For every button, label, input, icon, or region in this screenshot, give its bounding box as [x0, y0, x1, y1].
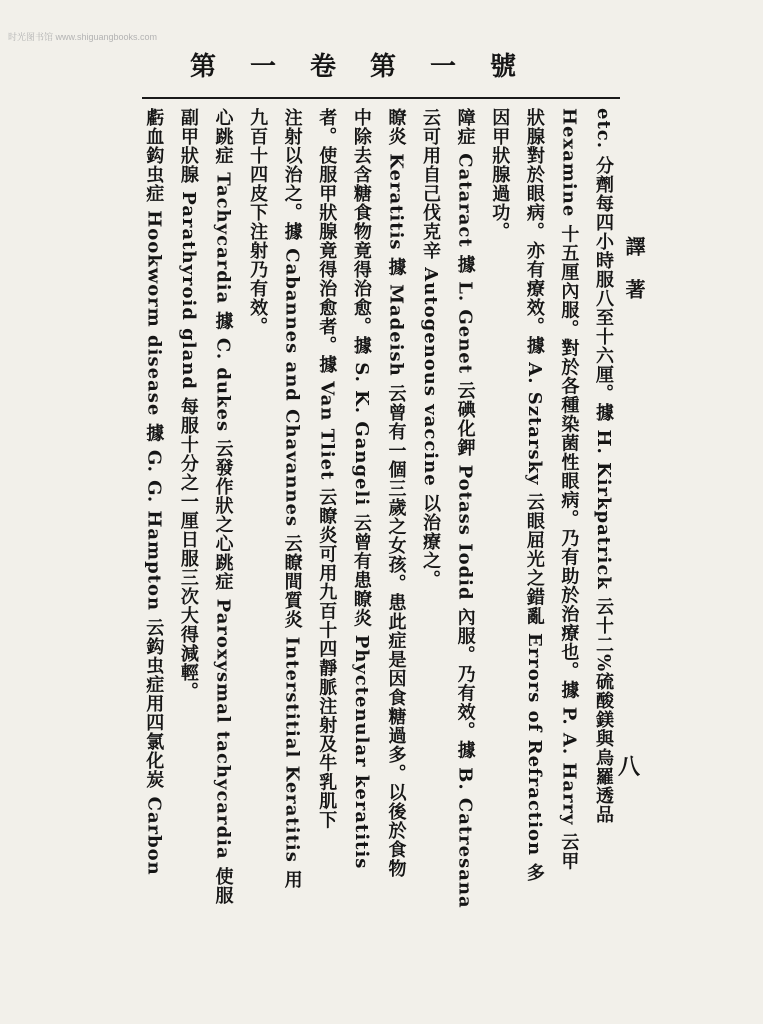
text-column: 中除去含糖食物竟得治愈。據 S. K. Gangeli 云曾有患瞭炎 Phyctenular keratitis — [350, 108, 372, 870]
header-divider — [142, 97, 620, 99]
section-label: 譯 著 — [622, 236, 646, 307]
text-column: 者。使服甲狀腺竟得治愈者。據 Van Tliet 云瞭炎可用九百十四靜脈注射及牛乳肌下 — [316, 108, 338, 830]
text-column: 虧血鈎虫症 Hookworm disease 據 G. G. Hampton 云鈎虫症用四氯化炭 Carbon — [143, 108, 165, 876]
text-column: 九百十四皮下注射乃有效。 — [247, 108, 269, 336]
text-column: 心跳症 Tachycardia 據 C. dukes 云發作狀之心跳症 Paroxysmal tachycardia 使服 — [212, 108, 234, 905]
text-column: Hexamine 十五厘內服。對於各種染菌性眼病。乃有助於治療也。據 P. A. Harry 云甲 — [558, 108, 580, 871]
text-column: 云可用自己伐克辛 Autogenous vaccine 以治療之。 — [420, 108, 442, 589]
text-column: 瞭炎 Keratitis 據 Madeish 云曾有一個三歲之女孩。患此症是因食糖過多。以後於食物 — [385, 108, 407, 879]
page-header-title: 第一卷第一號 — [189, 52, 550, 82]
watermark: 时光图书馆 www.shiguangbooks.com — [8, 32, 158, 42]
text-column: etc. 分劑每四小時服八至十六厘。據 H. Kirkpatrick 云十二%硫酸鎂與烏羅透品 — [593, 108, 614, 825]
page-number: 八 — [618, 754, 641, 780]
text-column: 障症 Cataract 據 L. Genet 云碘化鉀 Potass Iodid 內服。乃有效。據 B. Catresana — [454, 108, 476, 909]
body-text — [100, 108, 620, 978]
text-column: 因甲狀腺過功。 — [489, 108, 511, 241]
text-column: 注射以治之。據 Cabannes and Chavannes 云瞭間質炎 Interstitial Keratitis 用 — [281, 108, 303, 890]
text-column: 狀腺對於眼病。亦有療效。據 A. Sztarsky 云眼屈光之錯亂 Errors of Refraction 多 — [523, 108, 545, 883]
text-column: 副甲狀腺 Parathyroid gland 每服十分之一厘日服三次大得減輕。 — [177, 108, 199, 702]
